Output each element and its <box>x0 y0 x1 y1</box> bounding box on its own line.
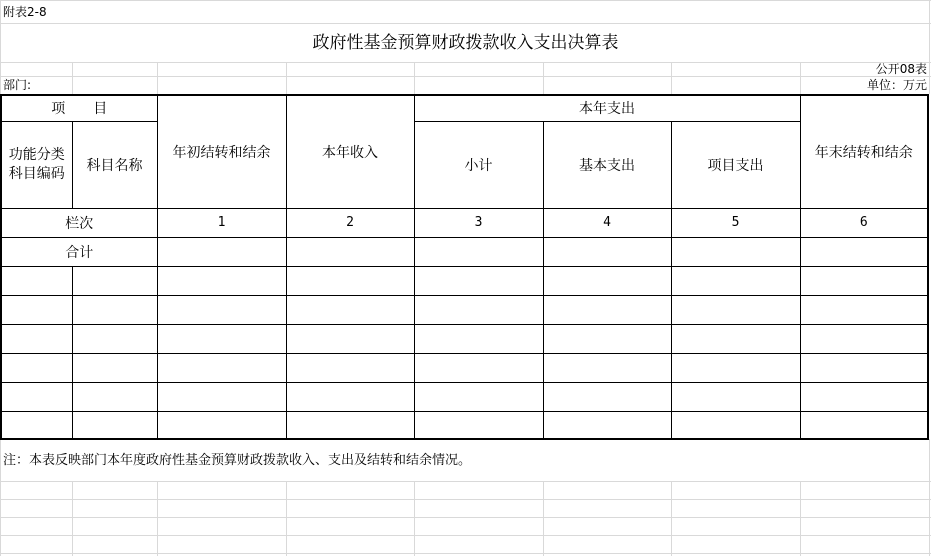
table-cell[interactable] <box>414 266 543 295</box>
header-row-1 <box>1 95 928 121</box>
table-cell[interactable] <box>543 266 671 295</box>
subject-name-header: 科目名称 <box>72 121 157 208</box>
gridline <box>0 553 931 554</box>
table-cell[interactable] <box>157 353 286 382</box>
gridline <box>0 76 931 77</box>
basic-expense-header: 基本支出 <box>543 121 671 208</box>
table-cell[interactable] <box>157 266 286 295</box>
table-cell[interactable] <box>72 353 157 382</box>
gridline <box>800 481 801 556</box>
gridline <box>157 481 158 556</box>
table-cell[interactable] <box>72 324 157 353</box>
table-cell[interactable] <box>157 411 286 439</box>
table-cell[interactable] <box>543 324 671 353</box>
function-code-header <box>1 121 72 208</box>
gridline <box>671 481 672 556</box>
table-cell[interactable] <box>72 382 157 411</box>
table-cell[interactable] <box>543 382 671 411</box>
total-row <box>1 237 928 266</box>
table-cell[interactable] <box>671 266 800 295</box>
table-cell[interactable] <box>414 295 543 324</box>
table-cell[interactable] <box>1 266 72 295</box>
gridline <box>72 481 73 556</box>
closing-balance-header: 年末结转和结余 <box>800 95 928 208</box>
gridline <box>0 0 931 1</box>
table-note: 注：本表反映部门本年度政府性基金预算财政拨款收入、支出及结转和结余情况。 <box>3 453 472 468</box>
table-cell[interactable] <box>671 324 800 353</box>
column-index-label: 栏次 <box>1 208 157 237</box>
table-cell[interactable] <box>157 295 286 324</box>
table-cell[interactable] <box>414 237 543 266</box>
table-cell[interactable] <box>72 266 157 295</box>
table-cell[interactable] <box>800 237 928 266</box>
table-cell[interactable] <box>1 382 72 411</box>
gridline <box>0 481 931 482</box>
table-cell[interactable] <box>543 411 671 439</box>
gridline <box>800 62 801 94</box>
sheet-title: 政府性基金预算财政拨款收入支出决算表 <box>312 33 619 53</box>
table-row <box>1 353 928 382</box>
column-number: 5 <box>671 208 800 237</box>
column-number: 4 <box>543 208 671 237</box>
table-cell[interactable] <box>1 324 72 353</box>
table-cell[interactable] <box>800 266 928 295</box>
table-cell[interactable] <box>286 353 414 382</box>
table-cell[interactable] <box>800 324 928 353</box>
column-number: 6 <box>800 208 928 237</box>
table-cell[interactable] <box>1 411 72 439</box>
column-index-row <box>1 208 928 237</box>
table-cell[interactable] <box>671 411 800 439</box>
subtotal-header: 小计 <box>414 121 543 208</box>
function-code-line2: 科目编码 <box>8 165 65 182</box>
gridline <box>0 439 1 556</box>
table-cell[interactable] <box>157 382 286 411</box>
item-header-cell: 项 目 <box>1 95 157 121</box>
function-code-line1: 功能分类 <box>8 146 65 163</box>
gridline <box>72 62 73 94</box>
gridline <box>0 535 931 536</box>
table-cell[interactable] <box>286 295 414 324</box>
table-cell[interactable] <box>414 353 543 382</box>
table-cell[interactable] <box>286 382 414 411</box>
table-row <box>1 295 928 324</box>
table-cell[interactable] <box>286 324 414 353</box>
gridline <box>0 62 931 63</box>
table-row <box>1 324 928 353</box>
gridline <box>0 517 931 518</box>
table-cell[interactable] <box>671 382 800 411</box>
table-cell[interactable] <box>286 237 414 266</box>
column-number: 2 <box>286 208 414 237</box>
table-cell[interactable] <box>671 295 800 324</box>
table-cell[interactable] <box>157 324 286 353</box>
column-number: 1 <box>157 208 286 237</box>
project-expense-header: 项目支出 <box>671 121 800 208</box>
table-cell[interactable] <box>671 237 800 266</box>
table-cell[interactable] <box>72 295 157 324</box>
gridline <box>286 481 287 556</box>
fund-budget-table <box>0 94 929 440</box>
gridline <box>414 62 415 94</box>
table-cell[interactable] <box>414 382 543 411</box>
gridline <box>543 62 544 94</box>
table-cell[interactable] <box>414 411 543 439</box>
table-cell[interactable] <box>72 411 157 439</box>
attachment-label: 附表2-8 <box>3 5 47 19</box>
table-cell[interactable] <box>800 382 928 411</box>
header-row-2 <box>1 121 928 208</box>
current-income-header: 本年收入 <box>286 95 414 208</box>
table-row <box>1 382 928 411</box>
table-cell[interactable] <box>414 324 543 353</box>
gridline <box>286 62 287 94</box>
unit-label: 单位：万元 <box>866 78 927 92</box>
table-cell[interactable] <box>286 411 414 439</box>
table-cell[interactable] <box>800 411 928 439</box>
gridline <box>671 62 672 94</box>
gridline <box>414 481 415 556</box>
total-label: 合计 <box>1 237 157 266</box>
table-cell[interactable] <box>1 295 72 324</box>
table-cell[interactable] <box>157 237 286 266</box>
gridline <box>543 481 544 556</box>
column-number: 3 <box>414 208 543 237</box>
gridline <box>157 62 158 94</box>
gridline <box>929 439 930 556</box>
gridline <box>0 499 931 500</box>
table-cell[interactable] <box>286 266 414 295</box>
opening-balance-header: 年初结转和结余 <box>157 95 286 208</box>
form-code: 公开08表 <box>875 62 927 76</box>
table-cell[interactable] <box>671 353 800 382</box>
table-cell[interactable] <box>543 353 671 382</box>
table-cell[interactable] <box>1 353 72 382</box>
table-row <box>1 266 928 295</box>
table-cell[interactable] <box>800 295 928 324</box>
table-row <box>1 411 928 439</box>
table-cell[interactable] <box>543 237 671 266</box>
table-cell[interactable] <box>800 353 928 382</box>
department-label: 部门: <box>3 78 32 92</box>
table-cell[interactable] <box>543 295 671 324</box>
gridline <box>0 23 931 24</box>
current-expense-header: 本年支出 <box>414 95 800 121</box>
